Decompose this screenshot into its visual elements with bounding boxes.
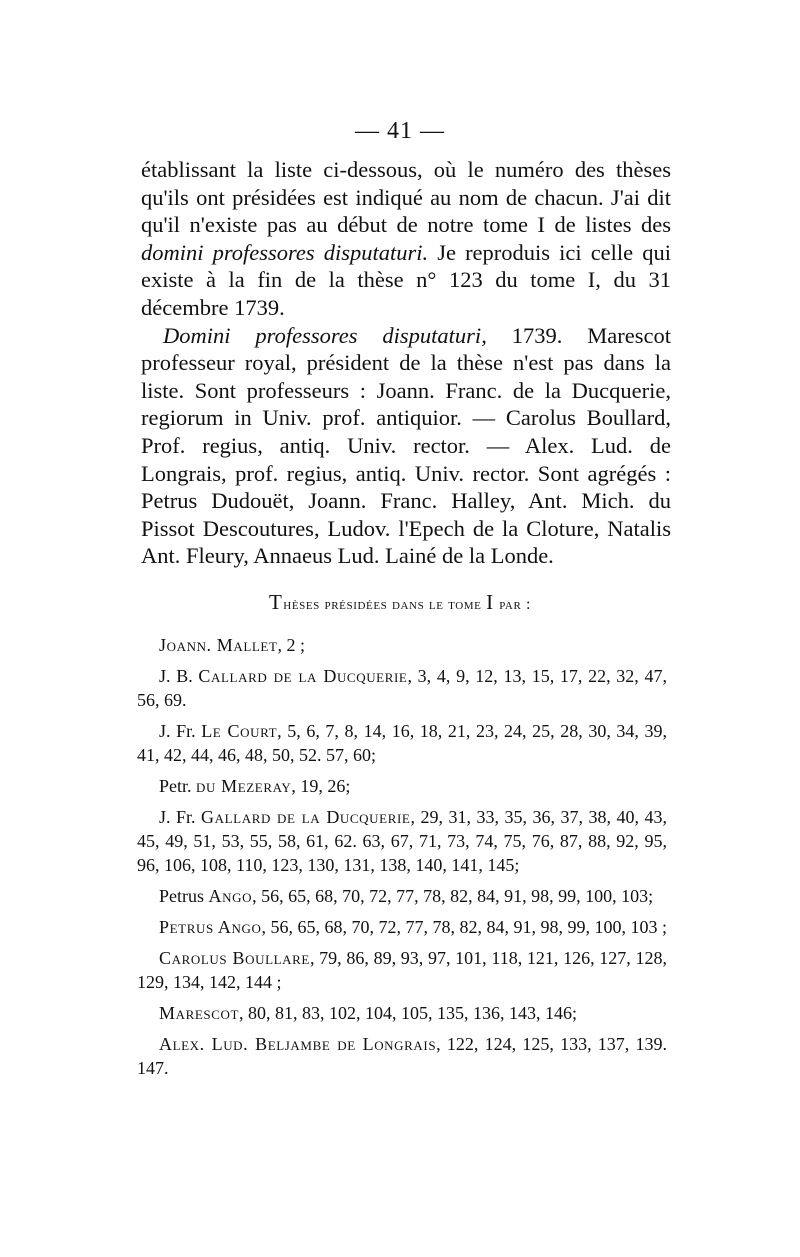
entry-name: Alex. Lud. Beljambe (159, 1034, 331, 1054)
paragraph-professors (141, 322, 671, 570)
paragraph-professors-text: 1739. Marescot professeur royal, président de la thèse n'est pas dans la liste. Sont professeurs : Joann. Franc. de la Ducquerie, regiorum in Univ. prof. antiquior. — Carolus Boullard, Prof. regius, antiq. Univ. rector. — Alex. Lud. de Longrais, prof. regius, antiq. Univ. rector. Sont agrégés : Petrus Dudouët, Joann. Franc. Halley, Ant. Mich. du Pissot Descoutures, Ludov. l'Epech de la Cloture, Natalis Ant. Fleury, Annaeus Lud. Lainé de la Londe. (141, 322, 672, 569)
entry-numbers: , 56, 65, 68, 70, 72, 77, 78, 82, 84, 91, 98, 99, 100, 103 ; (261, 917, 667, 937)
list-item (137, 1001, 667, 1025)
entry-name: Ango (208, 886, 253, 906)
paragraph-intro-text-1: établissant la liste ci-dessous, où le numéro des thèses qu'ils ont présidées est indiqué au nom de chacun. J'ai dit qu'il n'existe pas au début de notre tome I de listes des (141, 157, 671, 238)
entry-prefix: Petr. (159, 776, 197, 796)
thesis-list (137, 633, 667, 1087)
entry-particle: de la (270, 807, 327, 827)
entry-surname: Mezeray (221, 776, 292, 796)
paragraph-intro (141, 156, 671, 322)
body-text (141, 156, 671, 570)
paragraph-professors-italic: Domini professores disputaturi, (163, 322, 487, 348)
entry-prefix: J. Fr. (159, 807, 202, 827)
entry-numbers: , 122, 124, 125, 133, 137, 139. 147. (137, 1034, 668, 1078)
entry-surname: Ducquerie (323, 666, 408, 686)
list-item (137, 805, 667, 877)
list-item (137, 884, 667, 908)
entry-name: Callard (198, 666, 268, 686)
list-item (137, 719, 667, 767)
paragraph-intro-italic: domini professores disputaturi. (141, 239, 429, 265)
heading-tail: par : (494, 596, 532, 613)
entry-numbers: , 2 ; (277, 635, 306, 655)
entry-name: Gallard (201, 807, 271, 827)
entry-prefix: J. B. (159, 666, 199, 686)
entry-numbers: , 5, 6, 7, 8, 14, 16, 18, 21, 23, 24, 25, 28, 30, 34, 39, 41, 42, 44, 46, 48, 50, 52. 57, 60; (137, 721, 667, 765)
list-item (137, 633, 667, 657)
entry-particle: de la (267, 666, 324, 686)
entry-numbers: , 56, 65, 68, 70, 72, 77, 78, 82, 84, 91, 98, 99, 100, 103; (252, 886, 654, 906)
list-item (137, 915, 667, 939)
section-heading (120, 590, 680, 615)
entry-particle: du (196, 776, 222, 796)
entry-name: Carolus Boullare (159, 948, 310, 968)
page-number: — 41 — (355, 118, 445, 144)
entry-particle: de (330, 1034, 363, 1054)
entry-name: Petrus Ango (159, 917, 262, 937)
heading-initial: T (268, 590, 284, 614)
heading-text: hèses présidées dans le tome (283, 596, 487, 613)
list-item (137, 1032, 667, 1080)
entry-name: Marescot (159, 1003, 240, 1023)
list-item (137, 664, 667, 712)
entry-numbers: , 3, 4, 9, 12, 13, 15, 17, 22, 32, 47, 56, 69. (137, 666, 668, 710)
entry-numbers: , 79, 86, 89, 93, 97, 101, 118, 121, 126, 127, 128, 129, 134, 142, 144 ; (137, 948, 667, 992)
list-item (137, 946, 667, 994)
entry-name: Le Court (201, 721, 278, 741)
entry-numbers: , 19, 26; (291, 776, 351, 796)
entry-prefix: J. Fr. (159, 721, 202, 741)
entry-numbers: , 80, 81, 83, 102, 104, 105, 135, 136, 143, 146; (239, 1003, 578, 1023)
list-item (137, 774, 667, 798)
entry-name: Joann. Mallet (159, 635, 278, 655)
heading-numeral: I (486, 590, 495, 614)
entry-surname: Ducquerie (326, 807, 411, 827)
paragraph-intro-text-2: Je reproduis ici celle qui existe à la fin de la thèse n° 123 du tome I, du 31 décembre 1739. (141, 239, 671, 320)
entry-prefix: Petrus (159, 886, 209, 906)
entry-numbers: , 29, 31, 33, 35, 36, 37, 38, 40, 43, 45, 49, 51, 53, 55, 58, 61, 62. 63, 67, 71, 73, 74, 75, 76, 87, 88, 92, 95, 96, 106, 108, 110, 123, 130, 131, 138, 140, 141, 145; (137, 807, 667, 875)
entry-surname: Longrais (362, 1034, 437, 1054)
